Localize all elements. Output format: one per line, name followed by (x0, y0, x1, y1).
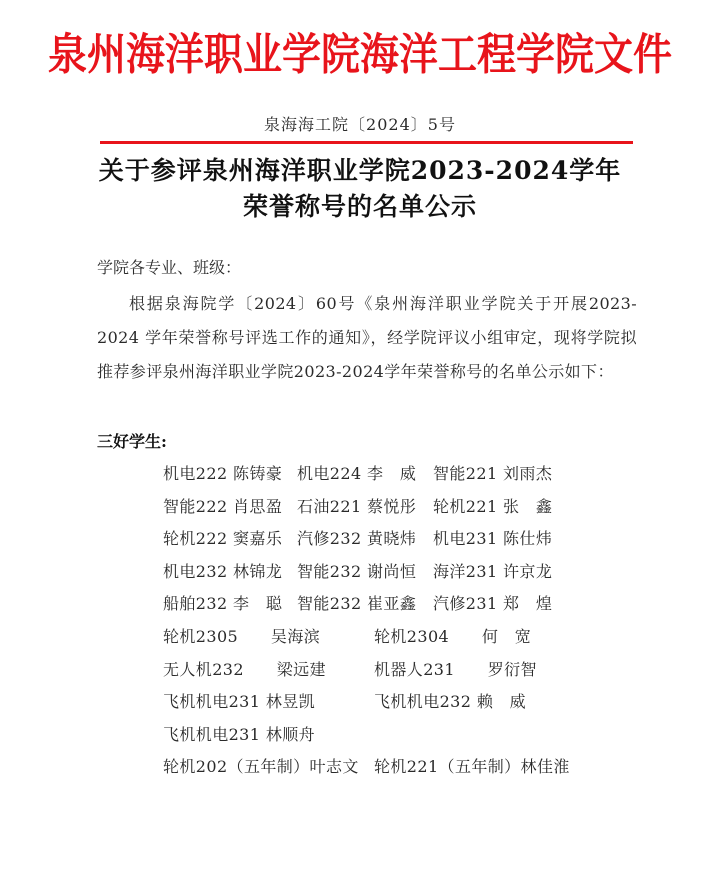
name-entry: 机电224 李 威 (297, 464, 417, 483)
name-entry: 飞机机电231 林昱凯 (163, 692, 316, 712)
name-entry: 轮机2304 何 宽 (374, 626, 532, 646)
document-title (0, 153, 720, 225)
name-row (163, 686, 663, 719)
body-paragraph: 根据泉海院学〔2024〕60号《泉州海洋职业学院关于开展2023-2024 学年荣誉称号评选工作的通知》，经学院评议小组审定，现将学院拟推荐参评泉州海洋职业学院2023-2024学年荣誉称号的名单公示如下： (97, 294, 637, 381)
document-header-title: 泉州海洋职业学院海洋工程学院文件 (47, 30, 672, 81)
salutation: 学院各专业、班级： (97, 258, 242, 277)
name-row (163, 458, 663, 491)
name-entry: 汽修231 郑 煌 (433, 594, 553, 614)
name-entry: 轮机221 张 鑫 (433, 496, 553, 516)
name-entry: 智能221 刘雨杰 (433, 464, 553, 483)
name-entry: 智能222 肖思盈 (163, 496, 283, 516)
name-entry: 智能232 谢尚恒 (297, 561, 417, 581)
name-row (163, 491, 663, 524)
name-row (163, 588, 663, 621)
document-title-line-2: 荣誉称号的名单公示 (242, 192, 477, 221)
name-entry: 轮机221（五年制）林佳淮 (374, 757, 570, 777)
document-number: 泉海海工院〔2024〕5号 (264, 115, 456, 134)
name-entry: 汽修232 黄晓炜 (297, 529, 417, 549)
name-entry: 石油221 蔡悦彤 (297, 496, 417, 516)
name-row (163, 523, 663, 556)
name-entry: 无人机232 梁远建 (163, 659, 326, 679)
section-heading-three-good-students: 三好学生: (97, 432, 167, 451)
name-entry: 机电231 陈仕炜 (433, 529, 553, 549)
name-entry: 轮机222 窦嘉乐 (163, 529, 283, 549)
name-entry: 船舶232 李 聪 (163, 594, 283, 614)
name-entry: 飞机机电232 赖 威 (374, 692, 527, 712)
name-entry: 机电222 陈铸豪 (163, 464, 283, 483)
name-entry: 海洋231 许京龙 (433, 561, 553, 581)
name-list (163, 458, 663, 784)
name-entry: 智能232 崔亚鑫 (297, 594, 417, 614)
name-row (163, 556, 663, 589)
name-entry: 轮机202（五年制）叶志文 (163, 757, 359, 777)
name-row (163, 654, 663, 687)
name-row (163, 719, 663, 752)
name-entry: 飞机机电231 林顺舟 (163, 724, 316, 744)
name-entry: 机电232 林锦龙 (163, 561, 283, 581)
name-entry: 机器人231 罗衍智 (374, 659, 537, 679)
name-row (163, 621, 663, 654)
name-row (163, 751, 663, 784)
red-divider-line (100, 141, 633, 144)
document-title-line-1: 关于参评泉州海洋职业学院2023-2024学年 (98, 156, 622, 185)
name-entry: 轮机2305 吴海滨 (163, 626, 321, 646)
